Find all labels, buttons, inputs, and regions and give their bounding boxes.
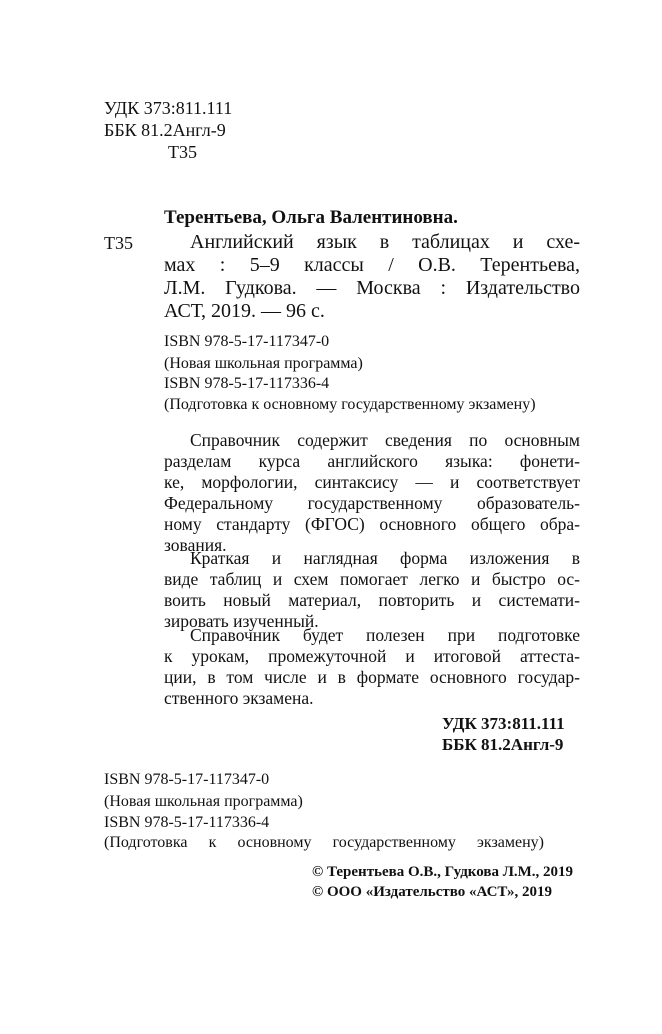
bib-cutter: Т35	[104, 233, 133, 253]
annotation-line: ке, морфологии, синтаксису — и соответствует	[164, 472, 580, 492]
annotation-line: Справочник содержит сведения по основным	[190, 430, 580, 450]
series-line: (Новая школьная программа)	[164, 355, 363, 372]
isbn-line: ISBN 978-5-17-117336-4	[104, 814, 270, 831]
isbn-line: ISBN 978-5-17-117347-0	[104, 771, 270, 788]
annotation-line: разделам курса английского языка: фонети-	[164, 451, 580, 471]
series-line: (Новая школьная программа)	[104, 793, 303, 810]
annotation-line: зировать изученный.	[164, 611, 319, 631]
copyright-line: © Терентьева О.В., Гудкова Л.М., 2019	[312, 864, 574, 880]
bib-line: Английский язык в таблицах и схе-	[190, 231, 580, 253]
annotation-line: к урокам, промежуточной и итоговой аттеста-	[164, 646, 580, 666]
copyright-line: © ООО «Издательство «АСТ», 2019	[312, 884, 553, 900]
annotation-line: ственного экзамена.	[164, 688, 314, 708]
annotation-line: ции, в том числе и в формате основного государ-	[164, 667, 580, 687]
bbk-code: ББК 81.2Англ-9	[104, 120, 226, 140]
isbn-line: ISBN 978-5-17-117347-0	[164, 333, 330, 350]
series-line: (Подготовка к основному государственному экзамену)	[164, 396, 536, 413]
annotation-line: воить новый материал, повторить и системати-	[164, 590, 580, 610]
bib-line: АСТ, 2019. — 96 с.	[164, 300, 325, 322]
annotation-line: Краткая и наглядная форма изложения в	[190, 548, 580, 568]
udk-code-right: УДК 373:811.111	[442, 714, 565, 733]
isbn-line: ISBN 978-5-17-117336-4	[164, 375, 330, 392]
bbk-code-right: ББК 81.2Англ-9	[442, 735, 564, 754]
annotation-line: зования.	[164, 535, 227, 555]
bib-line: Л.М. Гудкова. — Москва : Издательство	[164, 277, 580, 299]
annotation-line: виде таблиц и схем помогает легко и быстро ос-	[164, 569, 580, 589]
cutter-code: Т35	[168, 142, 197, 162]
series-line: (Подготовка к основному государственному экзамену)	[104, 834, 544, 851]
annotation-line: ному стандарту (ФГОС) основного общего обра-	[164, 514, 580, 534]
author-heading: Терентьева, Ольга Валентиновна.	[164, 207, 458, 228]
bib-line: мах : 5–9 классы / О.В. Терентьева,	[164, 254, 580, 276]
udk-code: УДК 373:811.111	[104, 98, 233, 118]
annotation-line: Справочник будет полезен при подготовке	[190, 625, 580, 645]
annotation-line: Федеральному государственному образователь-	[164, 493, 580, 513]
